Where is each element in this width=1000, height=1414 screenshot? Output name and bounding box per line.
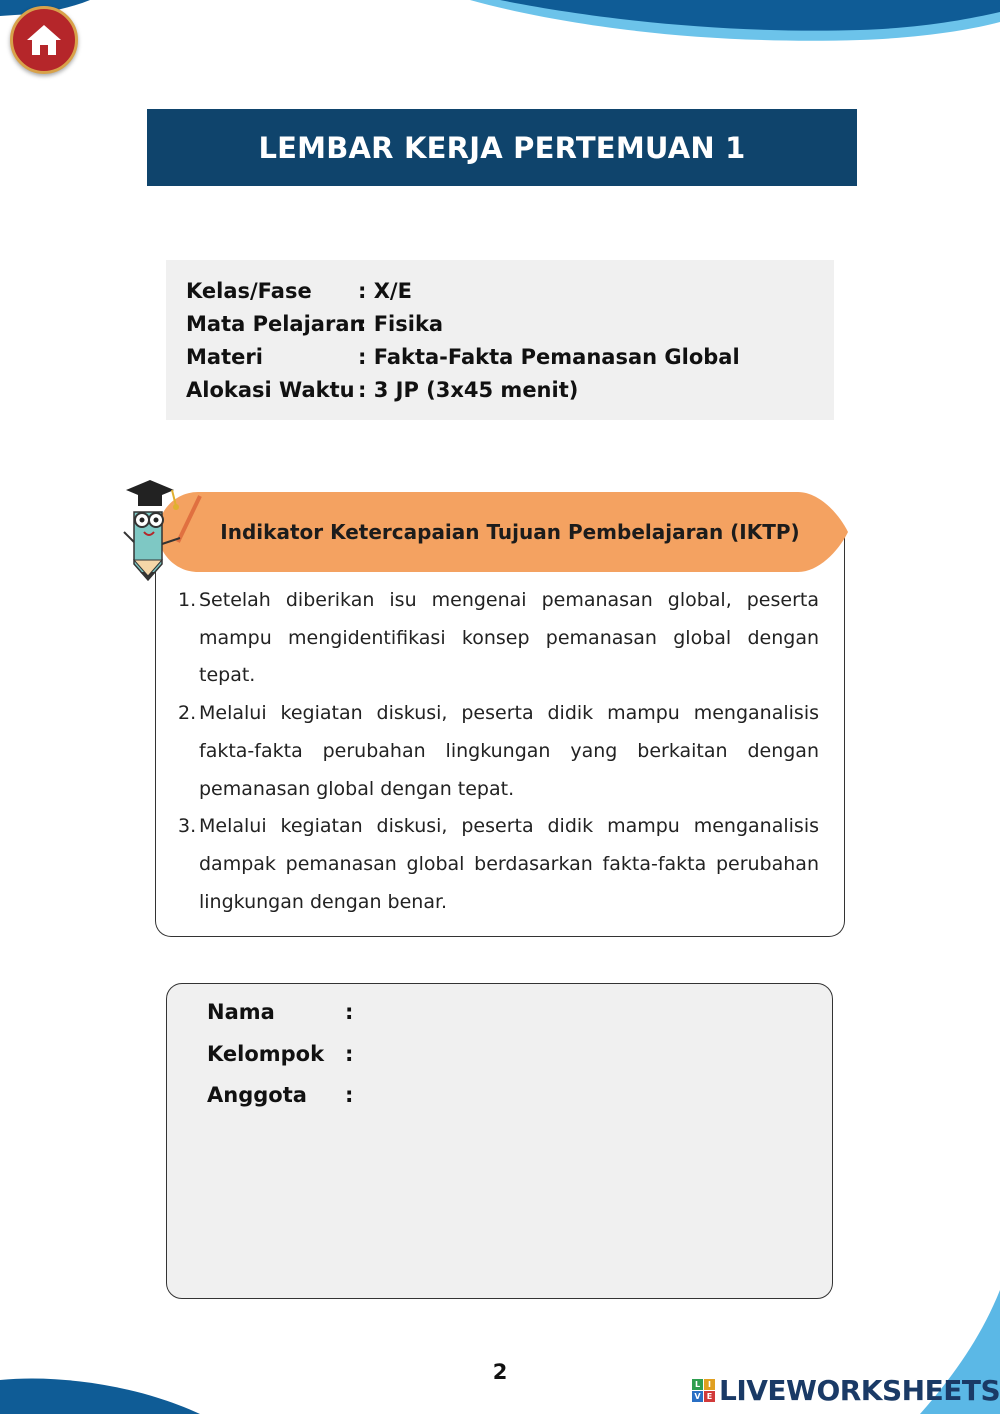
pencil-mascot-icon [118,472,204,582]
logo-cubes-icon: L I V E [692,1379,715,1402]
info-row-class [186,276,834,309]
info-row-subject [186,309,834,342]
student-identity-box [166,983,833,1299]
info-label: Alokasi Waktu [186,378,355,402]
list-item-number: 2. [178,702,197,725]
list-item [178,808,819,921]
bottom-left-wave-decoration [0,1360,220,1414]
course-info-box [166,260,834,420]
identity-label: Anggota [207,1083,307,1107]
identity-colon: : [345,1083,354,1107]
info-value: : X/E [358,279,412,303]
identity-label: Nama [207,1000,275,1024]
list-item-text: Melalui kegiatan diskusi, peserta didik mampu menganalisis dampak pemanasan global berdasarkan fakta-fakta perubahan lingkungan dengan benar. [199,815,819,913]
info-row-material [186,342,834,375]
home-button[interactable] [10,6,78,74]
info-label: Kelas/Fase [186,279,312,303]
list-item [178,695,819,808]
list-item-text: Melalui kegiatan diskusi, peserta didik mampu menganalisis fakta-fakta perubahan lingkungan yang berkaitan dengan pemanasan global dengan tepat. [199,702,819,800]
info-value: : Fakta-Fakta Pemanasan Global [358,345,740,369]
list-item-text: Setelah diberikan isu mengenai pemanasan global, peserta mampu mengidentifikasi konsep pemanasan global dengan tepat. [199,589,819,687]
iktp-title: Indikator Ketercapaian Tujuan Pembelajaran (IKTP) [220,520,800,544]
list-item-number: 3. [178,815,197,838]
info-value: : Fisika [358,312,444,336]
identity-row-members [207,1079,832,1121]
identity-row-group [207,1038,832,1080]
list-item [178,582,819,695]
list-item-number: 1. [178,589,197,611]
iktp-list [178,582,819,921]
identity-label: Kelompok [207,1041,325,1066]
identity-row-name [207,996,832,1038]
page-title: LEMBAR KERJA PERTEMUAN 1 [147,109,857,186]
info-row-time [186,375,834,408]
info-value: : 3 JP (3x45 menit) [358,378,579,402]
liveworksheets-logo[interactable] [692,1372,1000,1408]
home-icon [25,23,63,57]
logo-text: LIVEWORKSHEETS [719,1373,1000,1407]
identity-colon: : [345,1000,354,1024]
info-label: Materi [186,345,263,369]
info-label: Mata Pelajaran [186,312,365,336]
page-number: 2 [492,1360,508,1384]
identity-colon: : [345,1041,354,1066]
top-wave-decoration [0,0,1000,60]
